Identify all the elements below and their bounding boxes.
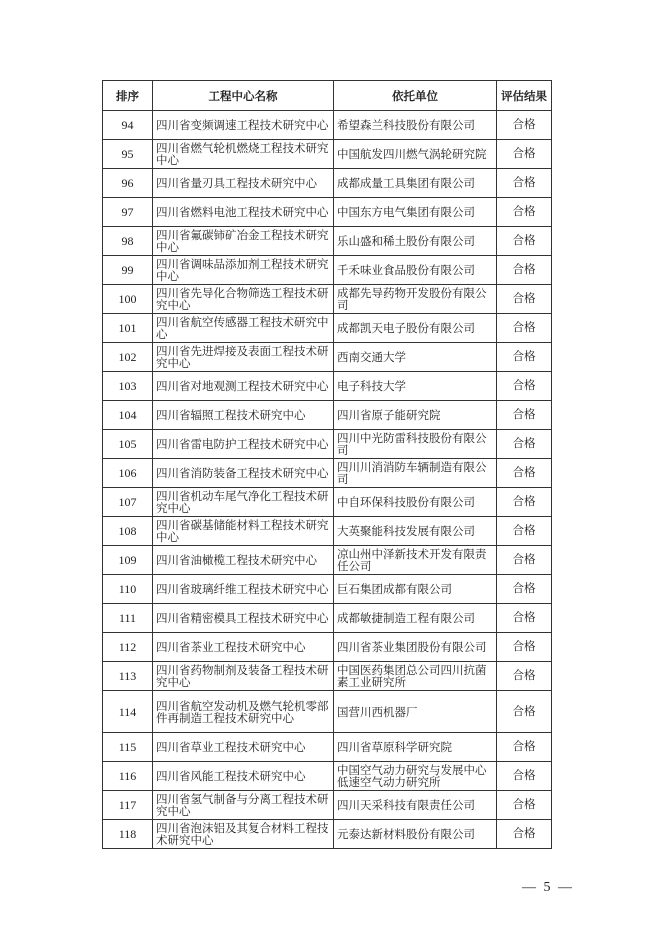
- header-center-name: 工程中心名称: [153, 81, 334, 111]
- table-row: [103, 401, 552, 430]
- cell-rank: 96: [103, 169, 153, 198]
- table-row: [103, 575, 552, 604]
- cell-center-name: 四川省茶业工程技术研究中心: [153, 633, 334, 662]
- cell-rank: 99: [103, 256, 153, 285]
- cell-result: 合格: [497, 517, 552, 546]
- cell-rank: 109: [103, 546, 153, 575]
- table-row: [103, 820, 552, 849]
- cell-result: 合格: [497, 662, 552, 691]
- header-host-unit: 依托单位: [334, 81, 497, 111]
- cell-center-name: 四川省燃料电池工程技术研究中心: [153, 198, 334, 227]
- cell-rank: 103: [103, 372, 153, 401]
- cell-center-name: 四川省氟碳铈矿冶金工程技术研究中心: [153, 227, 334, 256]
- cell-rank: 118: [103, 820, 153, 849]
- cell-center-name: 四川省航空发动机及燃气轮机零部件再制造工程技术研究中心: [153, 691, 334, 733]
- cell-center-name: 四川省玻璃纤维工程技术研究中心: [153, 575, 334, 604]
- cell-result: 合格: [497, 791, 552, 820]
- cell-center-name: 四川省燃气轮机燃烧工程技术研究中心: [153, 140, 334, 169]
- cell-host-unit: 中国医药集团总公司四川抗菌素工业研究所: [334, 662, 497, 691]
- cell-result: 合格: [497, 372, 552, 401]
- cell-rank: 107: [103, 488, 153, 517]
- cell-center-name: 四川省量刃具工程技术研究中心: [153, 169, 334, 198]
- cell-host-unit: 千禾味业食品股份有限公司: [334, 256, 497, 285]
- table-row: [103, 762, 552, 791]
- cell-result: 合格: [497, 285, 552, 314]
- cell-center-name: 四川省泡沫铝及其复合材料工程技术研究中心: [153, 820, 334, 849]
- cell-center-name: 四川省辐照工程技术研究中心: [153, 401, 334, 430]
- cell-host-unit: 成都成量工具集团有限公司: [334, 169, 497, 198]
- cell-center-name: 四川省航空传感器工程技术研究中心: [153, 314, 334, 343]
- table-row: [103, 733, 552, 762]
- cell-rank: 114: [103, 691, 153, 733]
- table-row: [103, 691, 552, 733]
- cell-rank: 117: [103, 791, 153, 820]
- cell-center-name: 四川省药物制剂及装备工程技术研究中心: [153, 662, 334, 691]
- cell-host-unit: 中国空气动力研究与发展中心低速空气动力研究所: [334, 762, 497, 791]
- table-row: [103, 111, 552, 140]
- cell-result: 合格: [497, 762, 552, 791]
- cell-rank: 110: [103, 575, 153, 604]
- cell-center-name: 四川省草业工程技术研究中心: [153, 733, 334, 762]
- cell-rank: 104: [103, 401, 153, 430]
- table-row: [103, 791, 552, 820]
- cell-center-name: 四川省机动车尾气净化工程技术研究中心: [153, 488, 334, 517]
- cell-result: 合格: [497, 575, 552, 604]
- table-row: [103, 314, 552, 343]
- cell-host-unit: 元泰达新材料股份有限公司: [334, 820, 497, 849]
- cell-rank: 94: [103, 111, 153, 140]
- table-row: [103, 256, 552, 285]
- cell-rank: 106: [103, 459, 153, 488]
- cell-host-unit: 国营川西机器厂: [334, 691, 497, 733]
- cell-host-unit: 四川中光防雷科技股份有限公司: [334, 430, 497, 459]
- cell-result: 合格: [497, 198, 552, 227]
- cell-center-name: 四川省变频调速工程技术研究中心: [153, 111, 334, 140]
- cell-center-name: 四川省碳基储能材料工程技术研究中心: [153, 517, 334, 546]
- cell-host-unit: 大英聚能科技发展有限公司: [334, 517, 497, 546]
- cell-host-unit: 中国东方电气集团有限公司: [334, 198, 497, 227]
- table-row: [103, 488, 552, 517]
- cell-host-unit: 西南交通大学: [334, 343, 497, 372]
- cell-result: 合格: [497, 633, 552, 662]
- cell-host-unit: 四川川消消防车辆制造有限公司: [334, 459, 497, 488]
- cell-result: 合格: [497, 401, 552, 430]
- cell-rank: 111: [103, 604, 153, 633]
- cell-rank: 102: [103, 343, 153, 372]
- cell-center-name: 四川省先进焊接及表面工程技术研究中心: [153, 343, 334, 372]
- cell-rank: 98: [103, 227, 153, 256]
- table-row: [103, 517, 552, 546]
- table-row: [103, 459, 552, 488]
- cell-center-name: 四川省风能工程技术研究中心: [153, 762, 334, 791]
- cell-rank: 116: [103, 762, 153, 791]
- cell-center-name: 四川省精密模具工程技术研究中心: [153, 604, 334, 633]
- table-row: [103, 140, 552, 169]
- cell-result: 合格: [497, 140, 552, 169]
- cell-host-unit: 四川天采科技有限责任公司: [334, 791, 497, 820]
- cell-center-name: 四川省消防装备工程技术研究中心: [153, 459, 334, 488]
- cell-host-unit: 电子科技大学: [334, 372, 497, 401]
- table-row: [103, 662, 552, 691]
- cell-result: 合格: [497, 343, 552, 372]
- cell-result: 合格: [497, 488, 552, 517]
- cell-host-unit: 乐山盛和稀土股份有限公司: [334, 227, 497, 256]
- cell-rank: 101: [103, 314, 153, 343]
- cell-host-unit: 希望森兰科技股份有限公司: [334, 111, 497, 140]
- cell-center-name: 四川省对地观测工程技术研究中心: [153, 372, 334, 401]
- cell-result: 合格: [497, 314, 552, 343]
- cell-result: 合格: [497, 256, 552, 285]
- cell-host-unit: 四川省原子能研究院: [334, 401, 497, 430]
- cell-result: 合格: [497, 733, 552, 762]
- cell-rank: 95: [103, 140, 153, 169]
- cell-center-name: 四川省调味品添加剂工程技术研究中心: [153, 256, 334, 285]
- cell-host-unit: 四川省草原科学研究院: [334, 733, 497, 762]
- evaluation-table: [102, 80, 552, 849]
- cell-center-name: 四川省先导化合物筛选工程技术研究中心: [153, 285, 334, 314]
- cell-result: 合格: [497, 459, 552, 488]
- cell-result: 合格: [497, 604, 552, 633]
- table-row: [103, 198, 552, 227]
- table-row: [103, 633, 552, 662]
- cell-result: 合格: [497, 430, 552, 459]
- table-row: [103, 343, 552, 372]
- table-row: [103, 285, 552, 314]
- cell-result: 合格: [497, 691, 552, 733]
- table-row: [103, 227, 552, 256]
- cell-center-name: 四川省油橄榄工程技术研究中心: [153, 546, 334, 575]
- cell-result: 合格: [497, 169, 552, 198]
- cell-host-unit: 成都先导药物开发股份有限公司: [334, 285, 497, 314]
- cell-rank: 115: [103, 733, 153, 762]
- cell-host-unit: 成都凯天电子股份有限公司: [334, 314, 497, 343]
- table-row: [103, 169, 552, 198]
- cell-result: 合格: [497, 227, 552, 256]
- header-rank: 排序: [103, 81, 153, 111]
- cell-rank: 100: [103, 285, 153, 314]
- cell-center-name: 四川省氢气制备与分离工程技术研究中心: [153, 791, 334, 820]
- table-header-row: [103, 81, 552, 111]
- cell-rank: 108: [103, 517, 153, 546]
- cell-host-unit: 四川省茶业集团股份有限公司: [334, 633, 497, 662]
- cell-rank: 105: [103, 430, 153, 459]
- cell-result: 合格: [497, 111, 552, 140]
- cell-result: 合格: [497, 820, 552, 849]
- table-row: [103, 604, 552, 633]
- cell-center-name: 四川省雷电防护工程技术研究中心: [153, 430, 334, 459]
- table-row: [103, 430, 552, 459]
- cell-rank: 112: [103, 633, 153, 662]
- table-row: [103, 546, 552, 575]
- cell-host-unit: 凉山州中泽新技术开发有限责任公司: [334, 546, 497, 575]
- page-number: — 5 —: [522, 880, 574, 895]
- cell-host-unit: 中国航发四川燃气涡轮研究院: [334, 140, 497, 169]
- cell-host-unit: 巨石集团成都有限公司: [334, 575, 497, 604]
- cell-rank: 97: [103, 198, 153, 227]
- cell-host-unit: 中自环保科技股份有限公司: [334, 488, 497, 517]
- cell-result: 合格: [497, 546, 552, 575]
- cell-host-unit: 成都敏捷制造工程有限公司: [334, 604, 497, 633]
- table-row: [103, 372, 552, 401]
- header-result: 评估结果: [497, 81, 552, 111]
- cell-rank: 113: [103, 662, 153, 691]
